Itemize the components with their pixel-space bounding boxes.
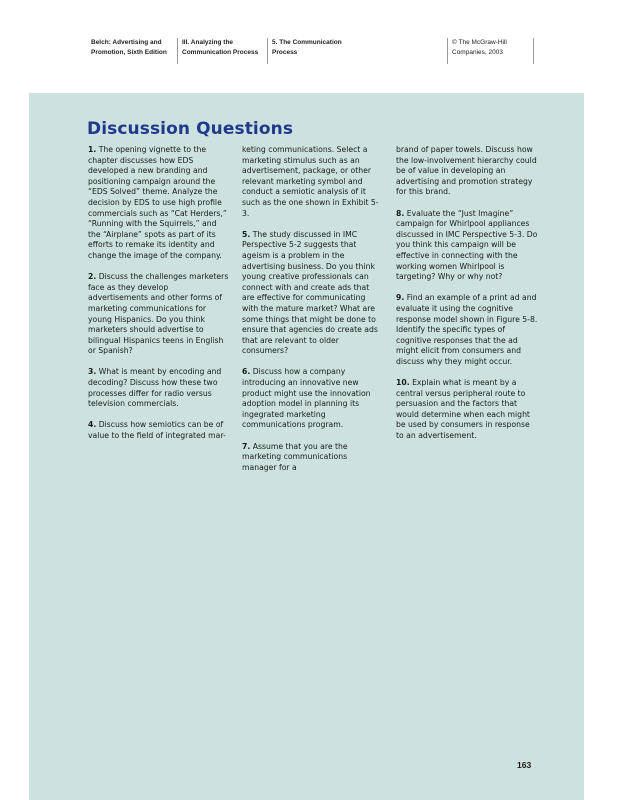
question-8: 8. Evaluate the “Just Imagine” campaign for Whirlpool appliances discussed in IMC Perspective 5-3. Do you think this campaign will be effective in connecting with the working women Whirlpool is targeting? Why or why not? <box>396 208 538 282</box>
question-6: 6. Discuss how a company introducing an innovative new product might use the innovation adoption model in planning its ingegrated marketing communications program. <box>242 367 371 430</box>
question-7: 7. Assume that you are the marketing communications manager for a <box>242 441 348 472</box>
header-part: III. Analyzing the Communication Process <box>178 38 268 64</box>
section-title: Discussion Questions <box>87 119 294 139</box>
question-2: 2. Discuss the challenges marketers face as they develop advertisements and other forms of marketing communications for young Hispanics. Do you think marketers should advertise to bilingual Hispanics teens in English or Spanish? <box>88 272 229 356</box>
header-chapter: 5. The Communication Process <box>268 38 448 64</box>
text-column-1 <box>88 145 230 452</box>
question-7-continued: brand of paper towels. Discuss how the low-involvement hierarchy could be of value in developing an advertising and promotion strategy for this brand. <box>396 145 537 197</box>
running-header <box>88 38 534 64</box>
question-10: 10. Explain what is meant by a central versus peripheral route to persuasion and the factors that would determine when each might be used by consumers in response to an advertisement. <box>396 378 530 441</box>
question-9: 9. Find an example of a print ad and evaluate it using the cognitive response model shown in Figure 5-8. Identify the specific types of cognitive responses that the ad might elicit from consumers and discuss why they might occur. <box>396 293 538 366</box>
question-5: 5. The study discussed in IMC Perspective 5-2 suggests that ageism is a problem in the advertising business. Do you think young creative professionals can connect with and create ads that are effective for communicating with the mature market? What are some things that might be done to ensure that agencies do create ads that are relevant to older consumers? <box>242 229 378 356</box>
page-number: 163 <box>517 760 532 770</box>
text-column-3 <box>396 145 538 452</box>
question-1: 1. The opening vignette to the chapter discusses how EDS developed a new branding and positioning campaign around the “EDS Solved” theme. Analyze the decision by EDS to use high profile commercials such as “Cat Herders,” “Running with the Squirrels,” and the “Airplane” spots as part of its efforts to remake its identity and change the image of the company. <box>88 145 227 260</box>
question-4-continued: keting communications. Select a marketing stimulus such as an advertisement, package, or other relevant marketing symbol and conduct a semiotic analysis of it such as the one shown in Exhibit 5-3. <box>242 145 379 218</box>
question-3: 3. What is meant by encoding and decoding? Discuss how these two processes differ for radio versus television commercials. <box>88 367 222 409</box>
text-column-2 <box>242 145 384 484</box>
question-4: 4. Discuss how semiotics can be of value to the field of integrated mar- <box>88 420 226 441</box>
header-copyright: © The McGraw-Hill Companies, 2003 <box>448 38 534 64</box>
header-book-title: Belch: Advertising and Promotion, Sixth Edition <box>88 38 178 64</box>
